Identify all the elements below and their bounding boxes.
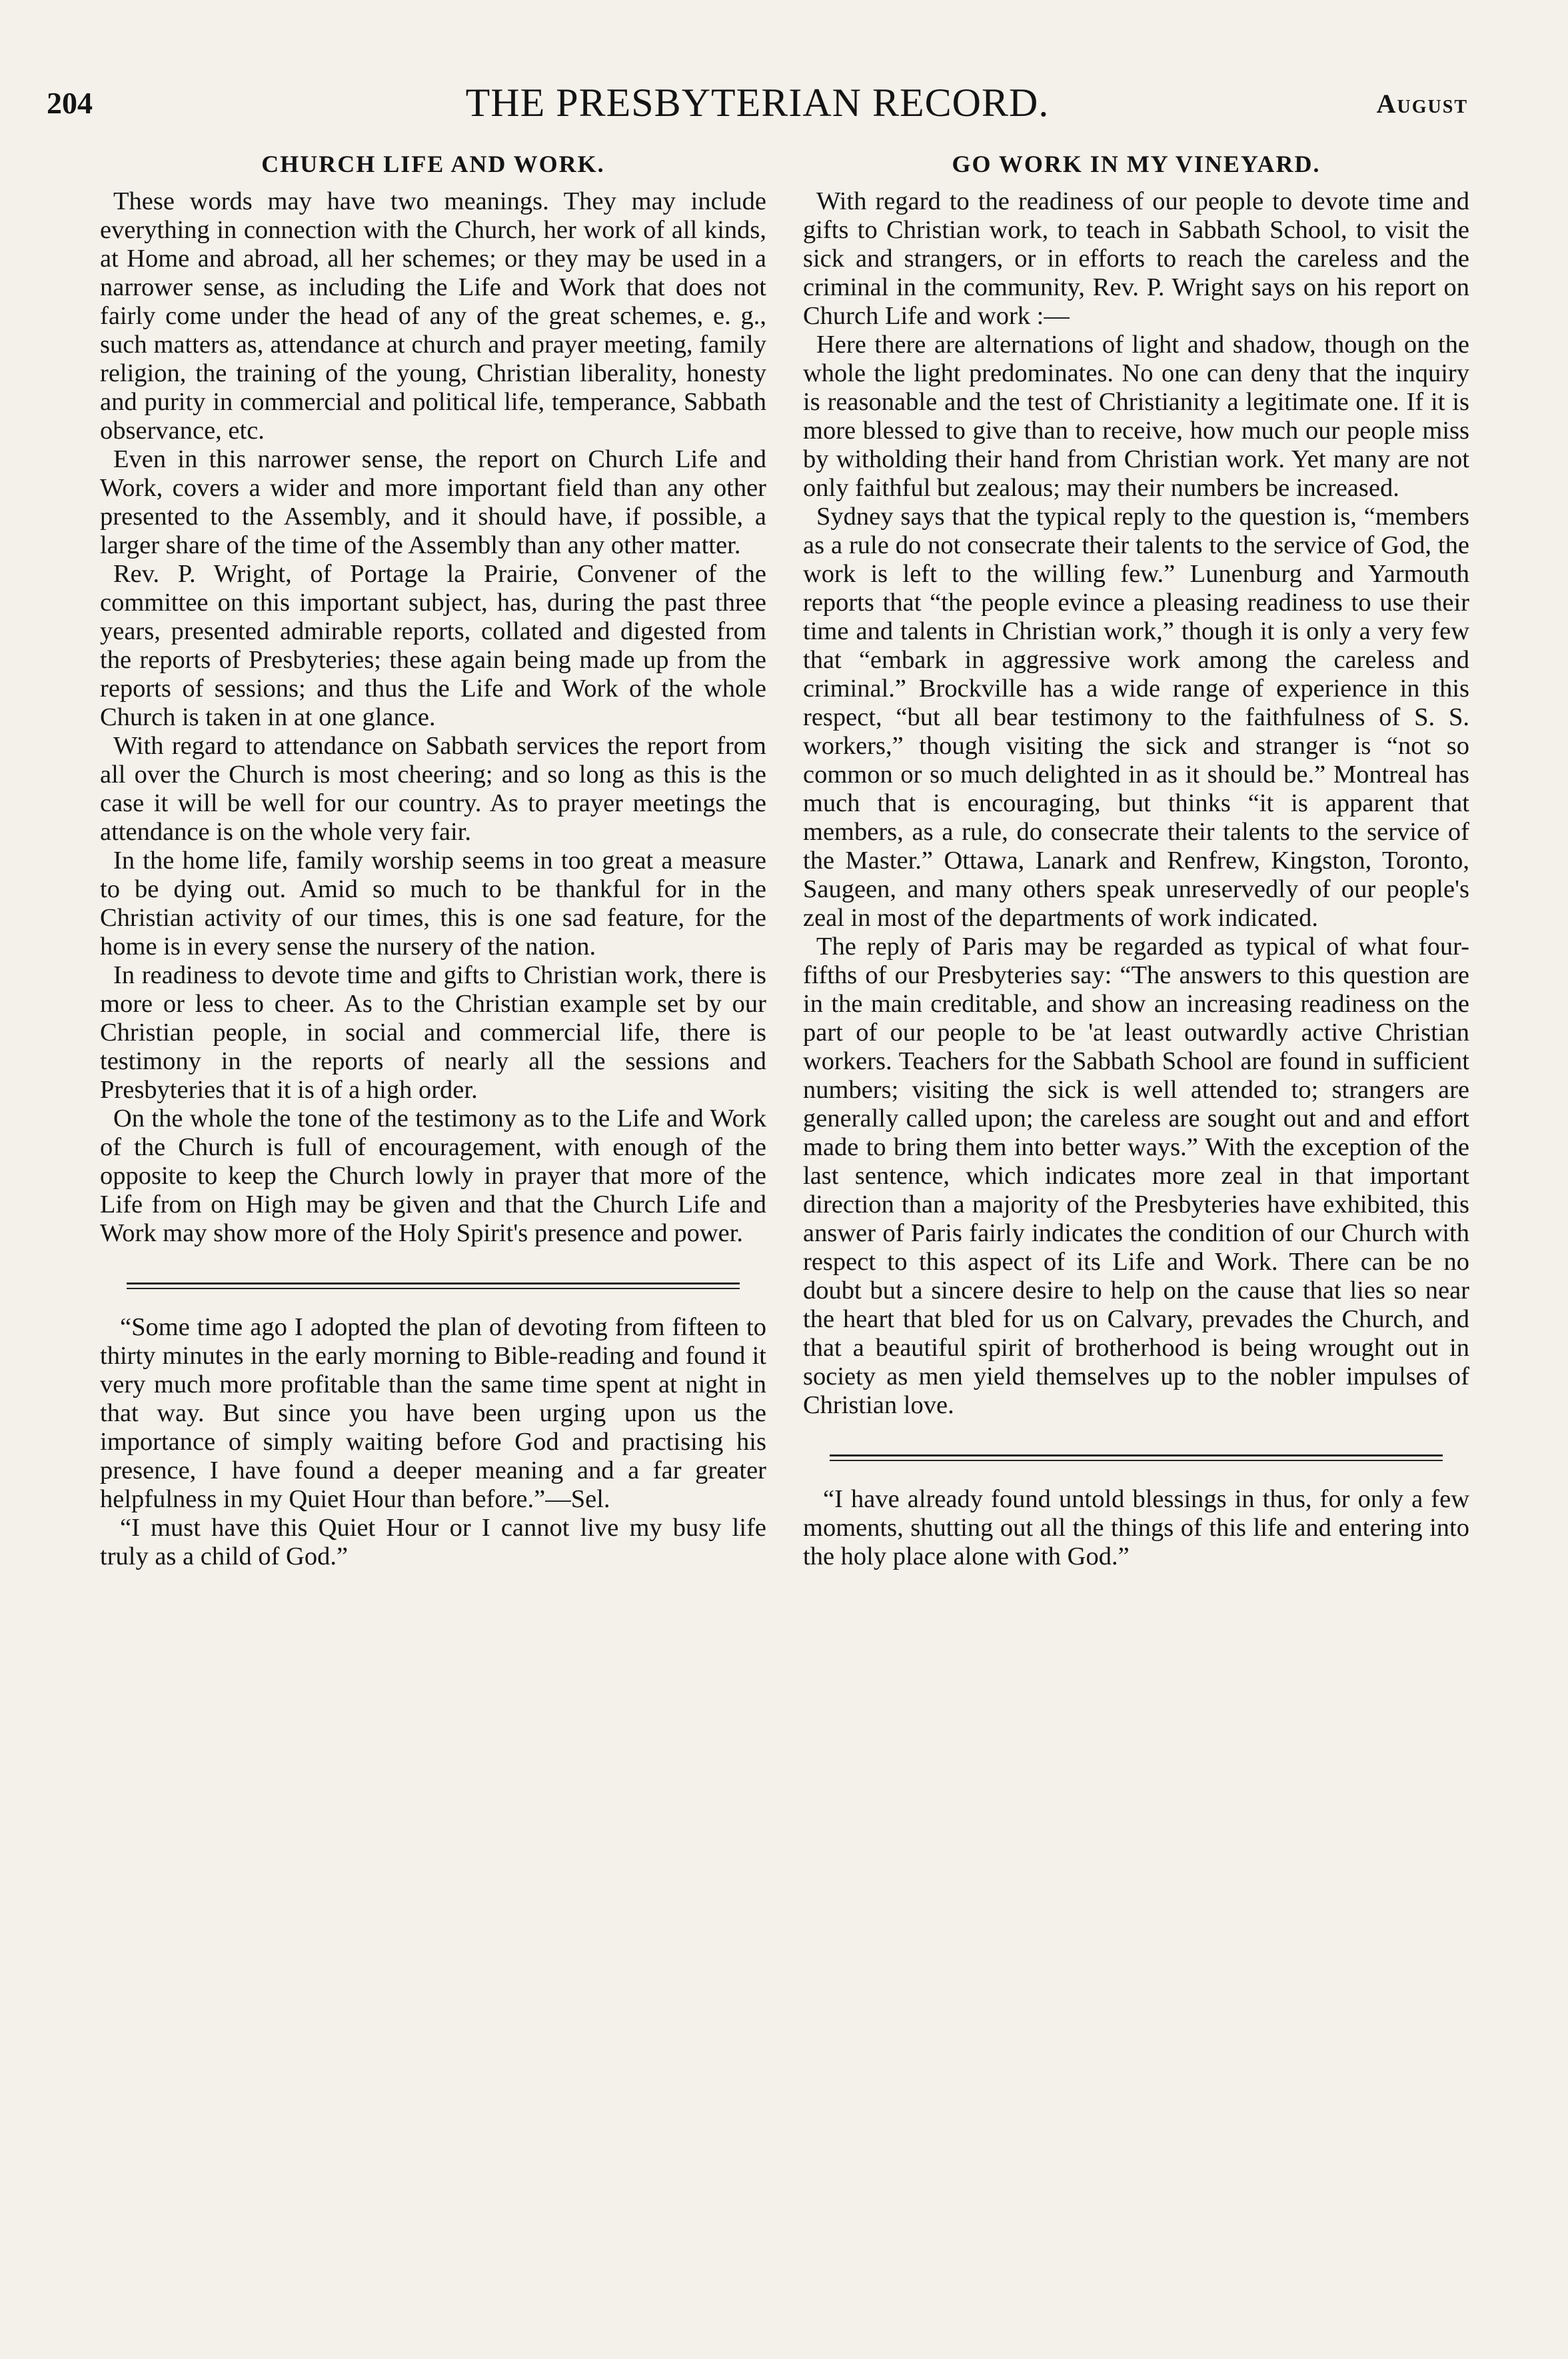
issue-month: August [1376,89,1468,119]
paragraph: On the whole the tone of the testimony as to the Life and Work of the Church is full of encouragement, with enough of the opposite to keep the Church lowly in prayer that more of the Life from on High may be given and that the Church Life and Work may show more of the Holy Spirit's presence and power. [100,1105,766,1247]
paragraph: With regard to attendance on Sabbath services the report from all over the Church is most cheering; and so long as this is the case it will be well for our country. As to prayer meetings the attendance is on the whole very fair. [100,732,766,846]
paragraph: Rev. P. Wright, of Portage la Prairie, Convener of the committee on this important subject, has, during the past three years, presented admirable reports, collated and digested from the reports of Presbyteries; these again being made up from the reports of sessions; and thus the Life and Work of the whole Church is taken in at one glance. [100,560,766,731]
quote-paragraph: “I must have this Quiet Hour or I cannot live my busy life truly as a child of God.” [100,1514,766,1570]
paragraph: In readiness to devote time and gifts to Christian work, there is more or less to cheer. As to the Christian example set by our Christian people, in social and commercial life, there is testimony in the reports of nearly all the sessions and Presbyteries that it is of a high order. [100,961,766,1104]
page-header [47,80,1468,140]
section-divider [830,1454,1443,1461]
paragraph: Sydney says that the typical reply to the question is, “members as a rule do not consecrate their talents to the service of God, the work is left to the willing few.” Lunenburg and Yarmouth reports that “the people evince a pleasing readiness to use their time and talents in Christian work,” though it is only a very few that “embark in aggressive work among the careless and criminal.” Brockville has a wide range of experience in this respect, “but all bear testimony to the faithfulness of S. S. workers,” though visiting the sick and stranger is “not so common or so much delighted in as it should be.” Montreal has much that is encouraging, but thinks “it is apparent that members, as a rule, do consecrate their talents to the service of the Master.” Ottawa, Lanark and Renfrew, Kingston, Toronto, Saugeen, and many others speak unreservedly of our people's zeal in most of the departments of work indicated. [803,503,1469,932]
article-heading-church-life: CHURCH LIFE AND WORK. [261,151,605,177]
paragraph: Even in this narrower sense, the report on Church Life and Work, covers a wider and more important field than any other presented to the Assembly, and it should have, if possible, a larger share of the time of the Assembly than any other matter. [100,445,766,559]
left-column [100,150,766,1571]
quote-paragraph: “I have already found untold blessings in thus, for only a few moments, shutting out all the things of this life and entering into the holy place alone with God.” [803,1485,1469,1570]
article-heading-vineyard: GO WORK IN MY VINEYARD. [952,151,1321,177]
journal-title: THE PRESBYTERIAN RECORD. [465,81,1050,125]
paragraph: With regard to the readiness of our people to devote time and gifts to Christian work, to teach in Sabbath School, to visit the sick and strangers, or in efforts to reach the careless and the criminal in the community, Rev. P. Wright says on his report on Church Life and work :— [803,187,1469,330]
quote-paragraph: “Some time ago I adopted the plan of devoting from fifteen to thirty minutes in the early morning to Bible-reading and found it very much more profitable than the same time spent at night in that way. But since you have been urging upon us the importance of simply waiting before God and practising his presence, I have found a deeper meaning and a far greater helpfulness in my Quiet Hour than before.”—Sel. [100,1313,766,1513]
paragraph: These words may have two meanings. They may include everything in connection with the Church, her work of all kinds, at Home and abroad, all her schemes; or they may be used in a narrower sense, as including the Life and Work that does not fairly come under the head of any of the great schemes, e. g., such matters as, attendance at church and prayer meeting, family religion, the training of the young, Christian liberality, honesty and purity in commercial and political life, temperance, Sabbath observance, etc. [100,187,766,445]
quote-untold-blessings [803,1485,1469,1571]
article-vineyard [803,187,1469,1420]
article-church-life [100,187,766,1248]
right-column [803,150,1469,1571]
page-number: 204 [47,86,93,120]
paragraph: The reply of Paris may be regarded as typical of what four-fifths of our Presbyteries say: “The answers to this question are in the main creditable, and show an increasing readiness on the part of our people to be 'at least outwardly active Christian workers. Teachers for the Sabbath School are found in sufficient numbers; visiting the sick is well attended to; strangers are generally called upon; the careless are sought out and and effort made to bring them into better ways.” With the exception of the last sentence, which indicates more zeal in that important direction than a majority of the Presbyteries have exhibited, this answer of Paris fairly indicates the condition of our Church with respect to this aspect of its Life and Work. There can be no doubt but a sincere desire to help on the cause that lies so near the heart that bled for us on Calvary, prevades the Church, and that a beautiful spirit of brotherhood is being wrought out in society as men yield themselves up to the nobler impulses of Christian love. [803,933,1469,1419]
paragraph: In the home life, family worship seems in too great a measure to be dying out. Amid so much to be thankful for in the Christian activity of our times, this is one sad feature, for the home is in every sense the nursery of the nation. [100,847,766,961]
paragraph: Here there are alternations of light and shadow, though on the whole the light predominates. No one can deny that the inquiry is reasonable and the test of Christianity a legitimate one. If it is more blessed to give than to receive, how much our people miss by witholding their hand from Christian work. Yet many are not only faithful but zealous; may their numbers be increased. [803,331,1469,502]
section-divider [127,1282,740,1289]
quote-quiet-hour [100,1313,766,1571]
